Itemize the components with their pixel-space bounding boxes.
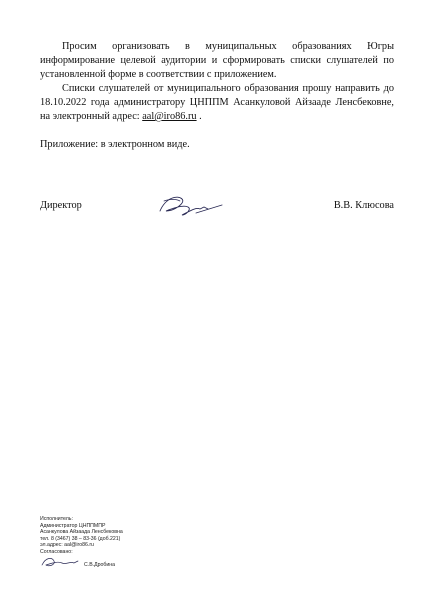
email-link[interactable]: aal@iro86.ru (142, 111, 197, 122)
agreed-name: С.В.Дробина (84, 561, 115, 568)
agreed-signature (40, 555, 80, 569)
agreed-label: Согласовано: (40, 548, 73, 555)
paragraph-2-text: Списки слушателей от муниципального образования прошу направить до 18.10.2022 года администратору ЦНППМ Асанкуловой Айзааде Ленсбековне, на электронный адрес: (40, 83, 394, 122)
executor-phone: тел. 8 (3467) 38 – 83-36 (доб.221) (40, 535, 121, 542)
executor-label: Исполнитель: (40, 516, 73, 522)
signer-position: Директор (40, 200, 82, 211)
body-paragraph-2 (40, 82, 394, 124)
body-paragraph-1: Просим организовать в муниципальных образованиях Югры информирование целевой аудитории и сформировать списки слушателей по установленной форме в соответствии с приложением. (40, 41, 394, 80)
executor-name: Асанкулова Айзаада Ленсбековна (40, 529, 123, 536)
attachment-note: Приложение: в электронном виде. (40, 139, 190, 150)
signature-block (40, 197, 394, 227)
paragraph-2-tail: . (196, 111, 202, 122)
signer-name: В.В. Клюсова (333, 200, 394, 211)
executor-position: Администратор ЦНППМПР (40, 522, 106, 529)
handwritten-signature (152, 189, 232, 223)
executor-footer (40, 516, 260, 570)
executor-email: эл.адрес: aal@iro86.ru (40, 542, 94, 549)
agreed-row (40, 557, 260, 570)
